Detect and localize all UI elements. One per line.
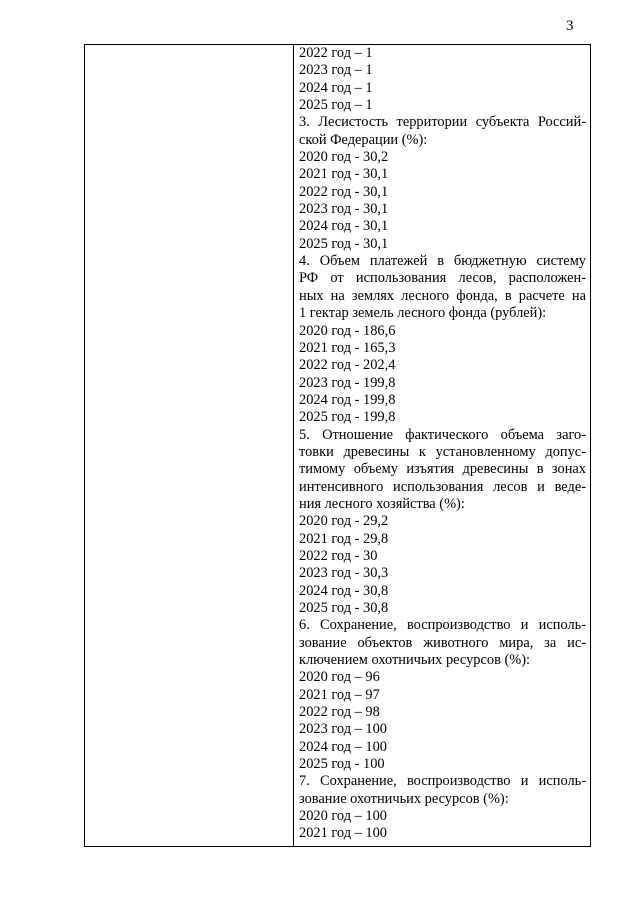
- table-left-cell: [85, 45, 294, 846]
- text-line: 2022 год - 30,1: [299, 183, 389, 200]
- page-number: 3: [566, 18, 574, 34]
- text-line: 2025 год - 199,8: [299, 409, 396, 426]
- text-line: 3. Лесистость территории субъекта Россий-: [299, 114, 586, 131]
- text-line: 2020 год - 186,6: [299, 322, 396, 339]
- text-line: 2020 год – 96: [299, 669, 380, 686]
- text-line: 2024 год – 100: [299, 738, 388, 755]
- text-line: ключением охотничьих ресурсов (%):: [299, 652, 531, 669]
- text-line: 2022 год – 98: [299, 704, 380, 721]
- document-table: [84, 44, 591, 847]
- text-line: 2021 год – 97: [299, 686, 380, 703]
- text-line: 2024 год - 30,8: [299, 582, 389, 599]
- text-line: 2023 год – 1: [299, 62, 373, 79]
- text-line: 2023 год - 30,3: [299, 565, 389, 582]
- text-line: тимому объему изъятия древесины в зонах: [299, 461, 586, 478]
- text-line: 2020 год - 30,2: [299, 149, 389, 166]
- text-line: 2025 год - 100: [299, 756, 385, 773]
- text-line: ской Федерации (%):: [299, 131, 428, 148]
- text-line: 2021 год - 29,8: [299, 530, 389, 547]
- text-line: 2022 год - 202,4: [299, 357, 396, 374]
- text-line: 2021 год - 30,1: [299, 166, 389, 183]
- text-line: 6. Сохранение, воспроизводство и исполь-: [299, 617, 586, 634]
- table-right-cell: [299, 45, 586, 843]
- text-line: ных на землях лесного фонда, в расчете на: [299, 287, 586, 304]
- text-line: 2021 год - 165,3: [299, 339, 396, 356]
- text-line: 1 гектар земель лесного фонда (рублей):: [299, 305, 547, 322]
- text-line: интенсивного использования лесов и веде-: [299, 478, 586, 495]
- text-line: 2020 год – 100: [299, 808, 388, 825]
- text-line: ния лесного хозяйства (%):: [299, 495, 465, 512]
- text-line: 2023 год – 100: [299, 721, 388, 738]
- text-line: 5. Отношение фактического объема заго-: [299, 426, 586, 443]
- text-line: зование охотничьих ресурсов (%):: [299, 790, 509, 807]
- text-line: 2024 год – 1: [299, 79, 373, 96]
- text-line: 2025 год - 30,1: [299, 235, 389, 252]
- text-line: товки древесины к установленному допус-: [299, 443, 586, 460]
- text-line: 2024 год - 199,8: [299, 391, 396, 408]
- text-line: 2022 год – 1: [299, 45, 373, 61]
- text-line: 7. Сохранение, воспроизводство и исполь-: [299, 773, 586, 790]
- text-line: 2022 год - 30: [299, 547, 378, 564]
- text-line: 2024 год - 30,1: [299, 218, 389, 235]
- text-line: 2021 год – 100: [299, 825, 388, 842]
- text-line: РФ от использования лесов, расположен-: [299, 270, 586, 287]
- text-line: 4. Объем платежей в бюджетную систему: [299, 253, 586, 270]
- text-line: зование объектов животного мира, за ис-: [299, 634, 586, 651]
- text-line: 2025 год - 30,8: [299, 600, 389, 616]
- text-line: 2023 год - 199,8: [299, 374, 396, 391]
- text-line: 2023 год - 30,1: [299, 201, 389, 218]
- text-line: 2020 год - 29,2: [299, 513, 389, 530]
- text-line: 2025 год – 1: [299, 97, 373, 114]
